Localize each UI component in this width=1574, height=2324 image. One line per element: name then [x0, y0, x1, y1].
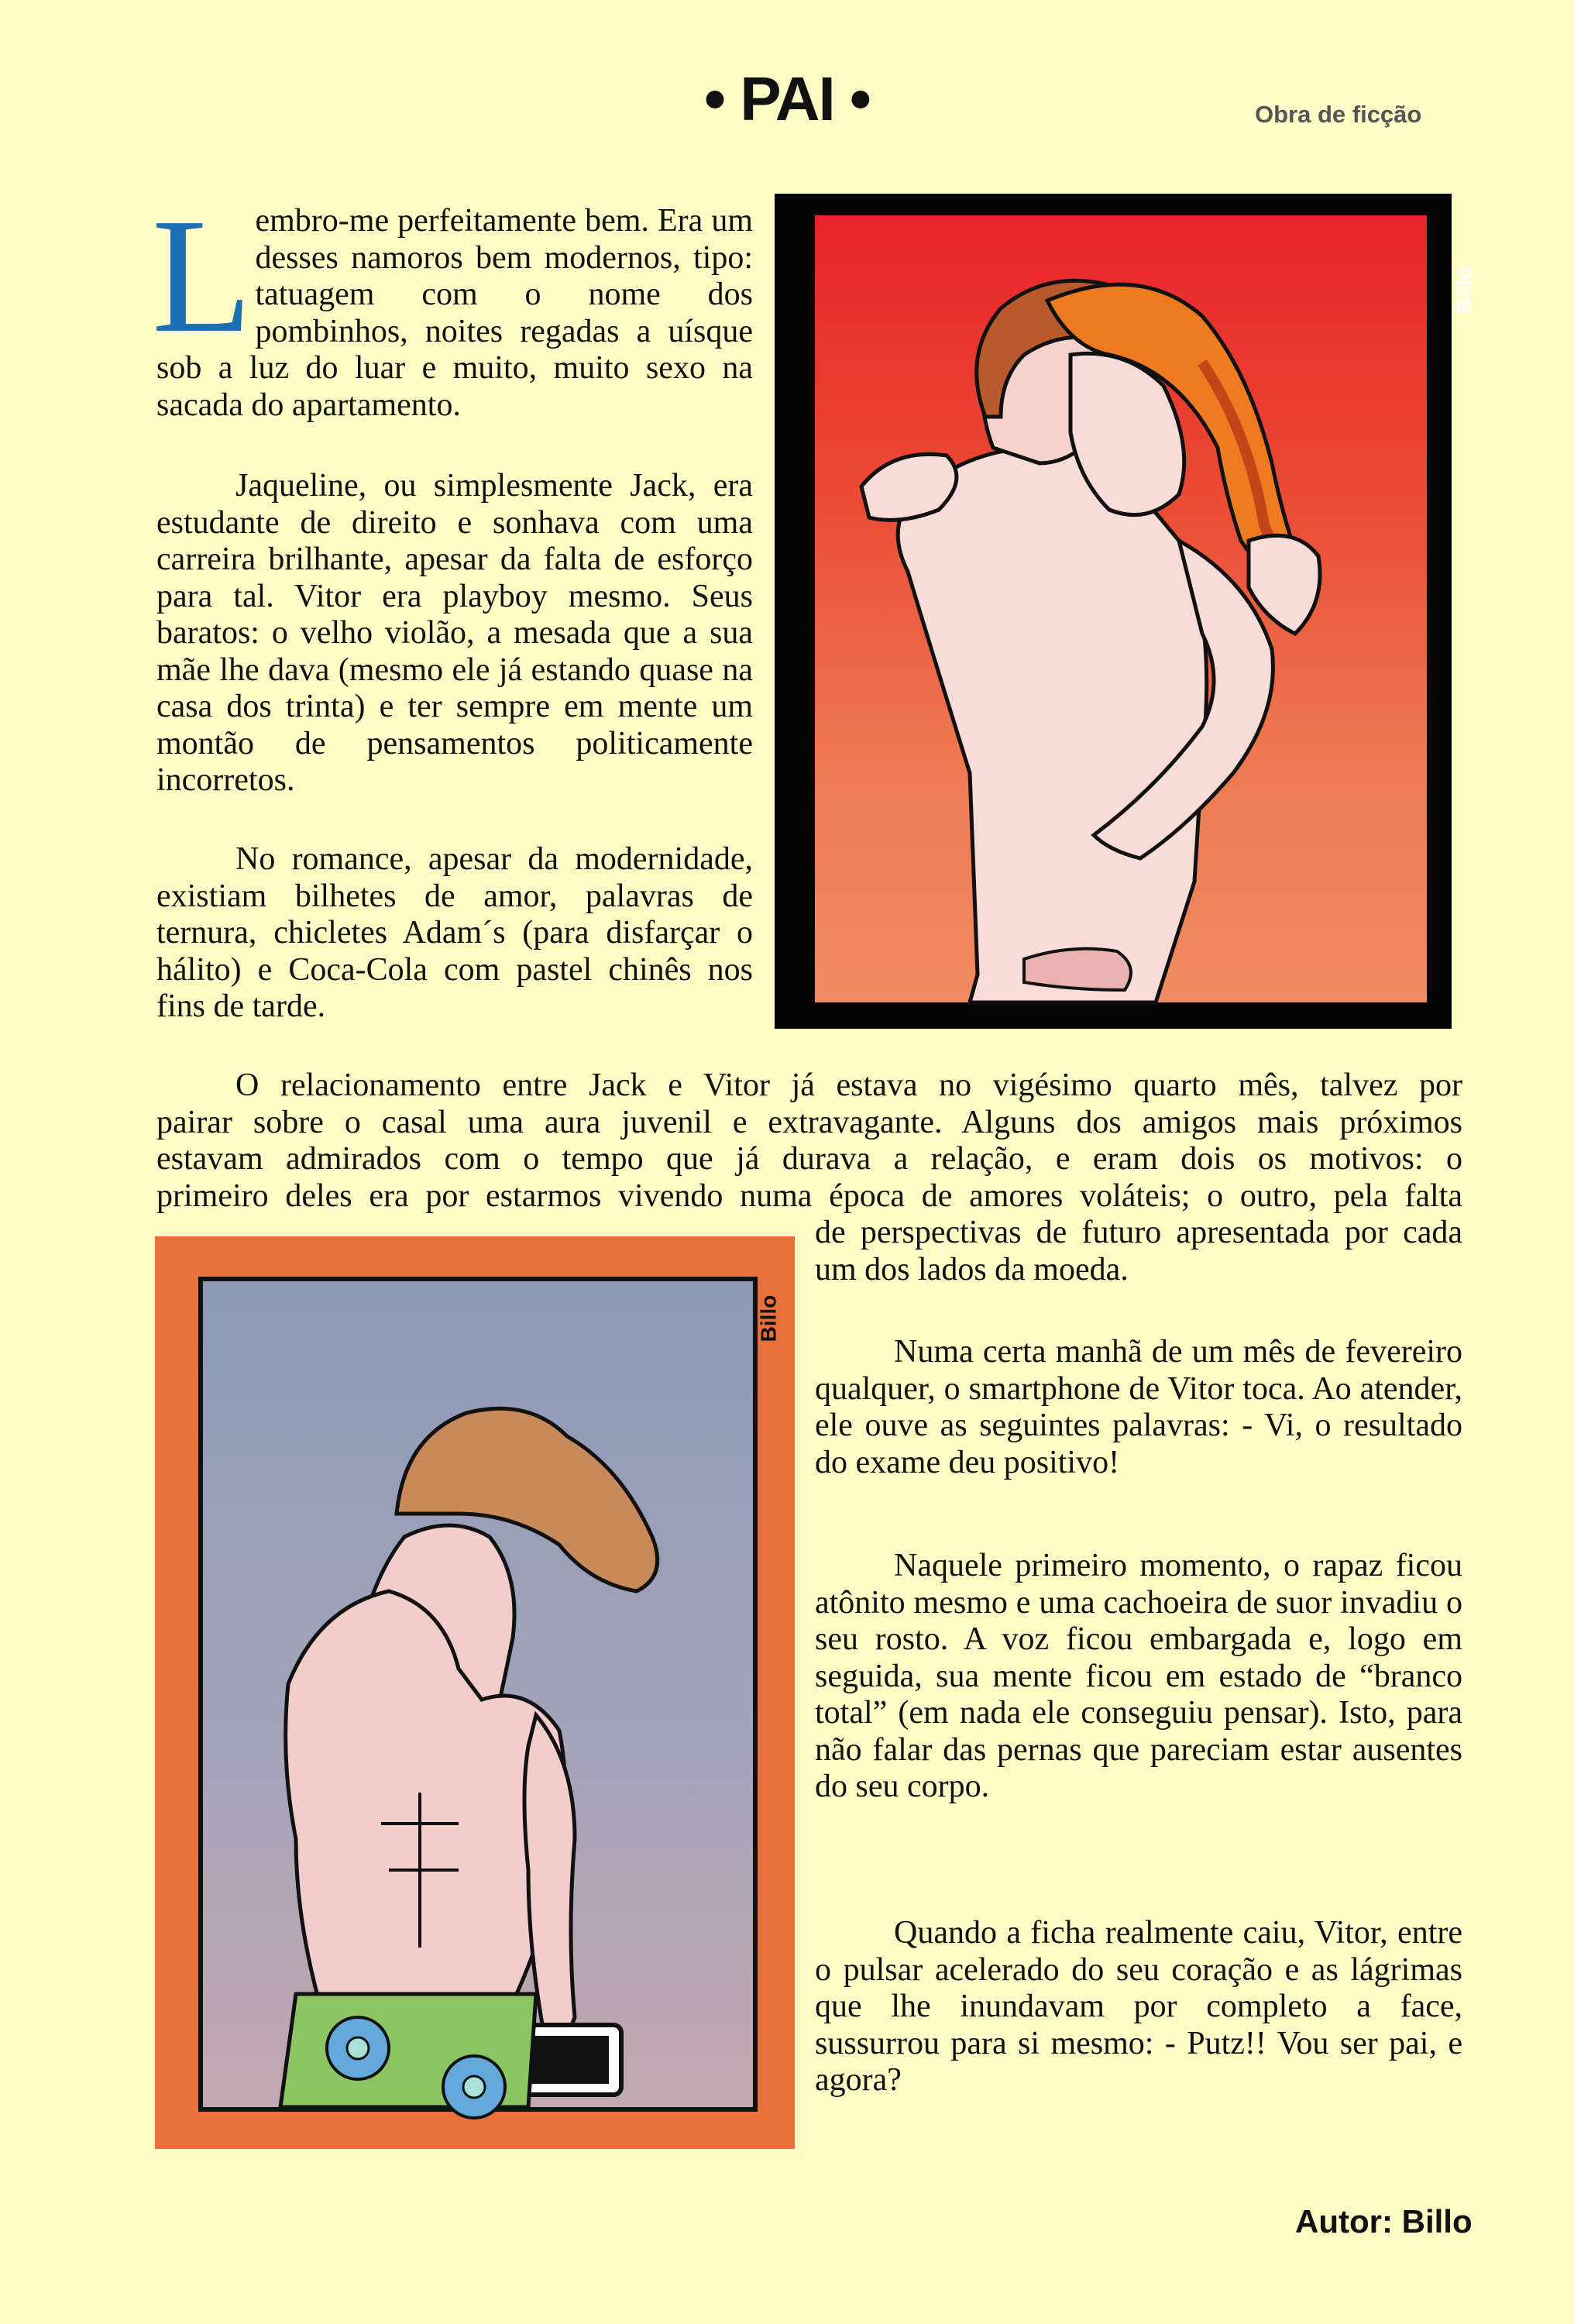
man-drawing	[203, 1281, 753, 2107]
paragraph-4-continued: de perspectivas de futuro apresentada por cada um dos lados da moeda.	[815, 1215, 1462, 1287]
paragraph-5: Numa certa manhã de um mês de fevereiro qualquer, o smartphone de Vitor toca. Ao atender, ele ouve as seguintes palavras: - Vi, o resultado do exame deu positivo!	[815, 1334, 1462, 1480]
paragraph-4	[156, 1067, 1462, 1215]
illustration-embracing-couple	[775, 194, 1476, 1029]
paragraph-4-line-3: estavam admirados com o tempo que já durava a relação, e eram dois os motivos: o	[156, 1141, 1462, 1177]
paragraph-4-line-1: O relacionamento entre Jack e Vitor já estava no vigésimo quarto mês, talvez por	[235, 1067, 1462, 1103]
illustration-shirtless-man	[155, 1236, 795, 2149]
paragraph-2: Jaqueline, ou simplesmente Jack, era estudante de direito e sonhava com uma carreira brilhante, apesar da falta de esforço para tal. Vitor era playboy mesmo. Seus baratos: o velho violão, a mesada que a sua mãe lhe dava (mesmo ele já estando quase na casa dos trinta) e ter sempre em mente um montão de pensamentos politicamente incorretos.	[156, 468, 753, 798]
paragraph-1	[152, 184, 753, 424]
artist-signature: Billo	[1452, 266, 1476, 314]
paragraph-4-line-2: pairar sobre o casal uma aura juvenil e extravagante. Alguns dos amigos mais próximos	[156, 1104, 1462, 1140]
artist-signature-2: Billo	[756, 1294, 781, 1342]
paragraph-7: Quando a ficha realmente caiu, Vitor, entre o pulsar acelerado do seu coração e as lágrimas que lhe inundavam por completo a face, sussurrou para si mesmo: - Putz!! Vou ser pai, e agora?	[815, 1915, 1462, 2098]
author-credit: Autor: Billo	[1295, 2203, 1473, 2240]
drop-cap: L	[152, 184, 253, 366]
paragraph-3: No romance, apesar da modernidade, existiam bilhetes de amor, palavras de ternura, chicletes Adam´s (para disfarçar o hálito) e Coca-Cola com pastel chinês nos fins de tarde.	[156, 841, 753, 1024]
couple-drawing	[815, 215, 1427, 1002]
paragraph-6: Naquele primeiro momento, o rapaz ficou atônito mesmo e uma cachoeira de suor invadiu o seu rosto. A voz ficou embargada e, logo em seguida, sua mente ficou em estado de “branco total” (em nada ele conseguiu pensar). Isto, para não falar das pernas que pareciam estar ausentes do seu corpo.	[815, 1548, 1462, 1804]
genre-label: Obra de ficção	[1255, 101, 1422, 128]
paragraph-4-line-4: primeiro deles era por estarmos vivendo numa época de amores voláteis; o outro, pela falta	[156, 1177, 1462, 1214]
paragraph-1-text: embro-me perfeitamente bem. Era um desses namoros bem modernos, tipo: tatuagem com o nome dos pombinhos, noites regadas a uísque sob a luz do luar e muito, muito sexo na sacada do apartamento.	[156, 203, 753, 423]
page-title: • PAI •	[704, 64, 870, 133]
